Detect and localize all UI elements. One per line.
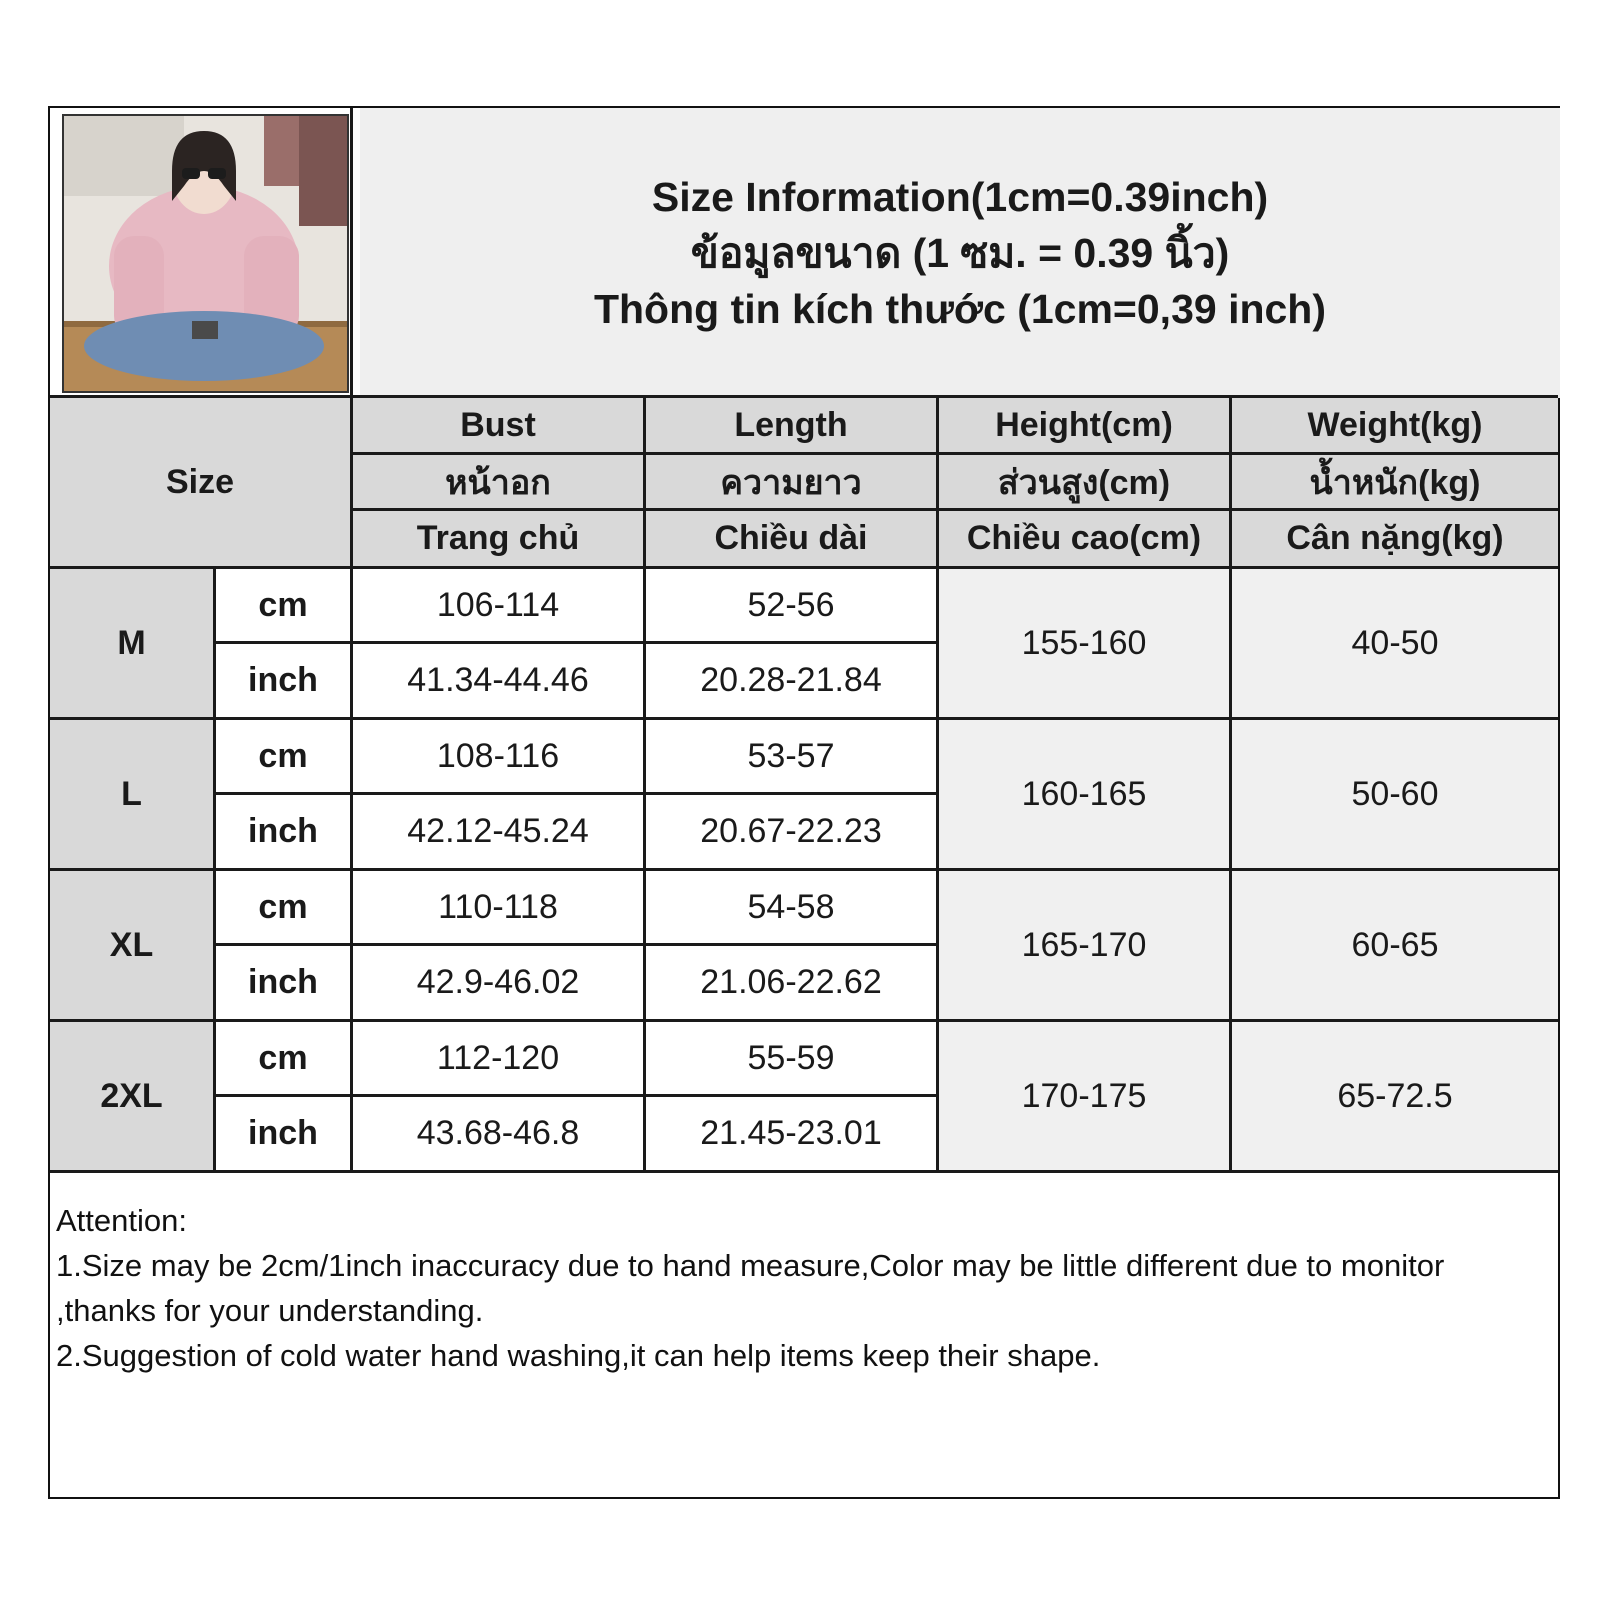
weight-value: 50-60 [1232,720,1558,868]
col-height-en: Height(cm) [939,398,1229,452]
length-inch-value: 20.28-21.84 [646,644,936,717]
model-illustration [64,116,347,391]
col-length-vi: Chiều dài [646,511,936,566]
divider [50,717,1558,720]
height-value: 160-165 [939,720,1229,868]
length-cm-value: 55-59 [646,1022,936,1094]
unit-cm: cm [216,569,350,641]
divider [350,508,1558,511]
note-2: 2.Suggestion of cold water hand washing,it can help items keep their shape. [56,1338,1101,1373]
bust-inch-value: 43.68-46.8 [353,1097,643,1170]
length-inch-value: 21.06-22.62 [646,946,936,1019]
notes-heading: Attention: [56,1203,187,1238]
bust-cm-value: 106-114 [353,569,643,641]
unit-inch: inch [216,1097,350,1170]
divider [50,566,1558,569]
weight-value: 65-72.5 [1232,1022,1558,1170]
size-chart [48,106,1560,1499]
height-value: 155-160 [939,569,1229,717]
length-cm-value: 53-57 [646,720,936,792]
divider [643,395,646,1170]
divider [213,792,936,795]
col-length-en: Length [646,398,936,452]
divider [936,395,939,1170]
col-height-vi: Chiều cao(cm) [939,511,1229,566]
divider [213,1094,936,1097]
col-bust-vi: Trang chủ [353,511,643,566]
unit-inch: inch [216,644,350,717]
divider [50,1019,1558,1022]
bust-inch-value: 41.34-44.46 [353,644,643,717]
bust-cm-value: 110-118 [353,871,643,943]
length-inch-value: 21.45-23.01 [646,1097,936,1170]
size-label: 2XL [50,1022,213,1170]
bust-cm-value: 112-120 [353,1022,643,1094]
bust-inch-value: 42.9-46.02 [353,946,643,1019]
title-block [360,108,1560,398]
size-label: M [50,569,213,717]
divider [50,395,1558,398]
unit-cm: cm [216,871,350,943]
length-cm-value: 52-56 [646,569,936,641]
product-photo [62,114,349,393]
height-value: 170-175 [939,1022,1229,1170]
divider [1229,395,1232,1170]
bust-cm-value: 108-116 [353,720,643,792]
title-vietnamese: Thông tin kích thước (1cm=0,39 inch) [593,286,1327,332]
divider [50,1170,1558,1173]
title-thai: ข้อมูลขนาด (1 ซม. = 0.39 นิ้ว) [690,230,1230,276]
length-cm-value: 54-58 [646,871,936,943]
title-english: Size Information(1cm=0.39inch) [651,174,1269,220]
unit-cm: cm [216,720,350,792]
attention-notes [56,1198,1546,1378]
divider [350,108,353,1170]
note-1: 1.Size may be 2cm/1inch inaccuracy due to hand measure,Color may be little different due to monitor ,thanks for your understanding. [56,1248,1453,1328]
weight-value: 40-50 [1232,569,1558,717]
divider [350,452,1558,455]
unit-inch: inch [216,795,350,868]
size-header: Size [50,398,350,566]
col-bust-en: Bust [353,398,643,452]
col-length-th: ความยาว [646,455,936,508]
divider [50,868,1558,871]
weight-value: 60-65 [1232,871,1558,1019]
height-value: 165-170 [939,871,1229,1019]
size-label: XL [50,871,213,1019]
col-weight-vi: Cân nặng(kg) [1232,511,1558,566]
size-label: L [50,720,213,868]
col-weight-th: น้ำหนัก(kg) [1232,455,1558,508]
unit-cm: cm [216,1022,350,1094]
length-inch-value: 20.67-22.23 [646,795,936,868]
col-weight-en: Weight(kg) [1232,398,1558,452]
unit-inch: inch [216,946,350,1019]
col-height-th: ส่วนสูง(cm) [939,455,1229,508]
divider [213,943,936,946]
col-bust-th: หน้าอก [353,455,643,508]
divider [213,641,936,644]
bust-inch-value: 42.12-45.24 [353,795,643,868]
